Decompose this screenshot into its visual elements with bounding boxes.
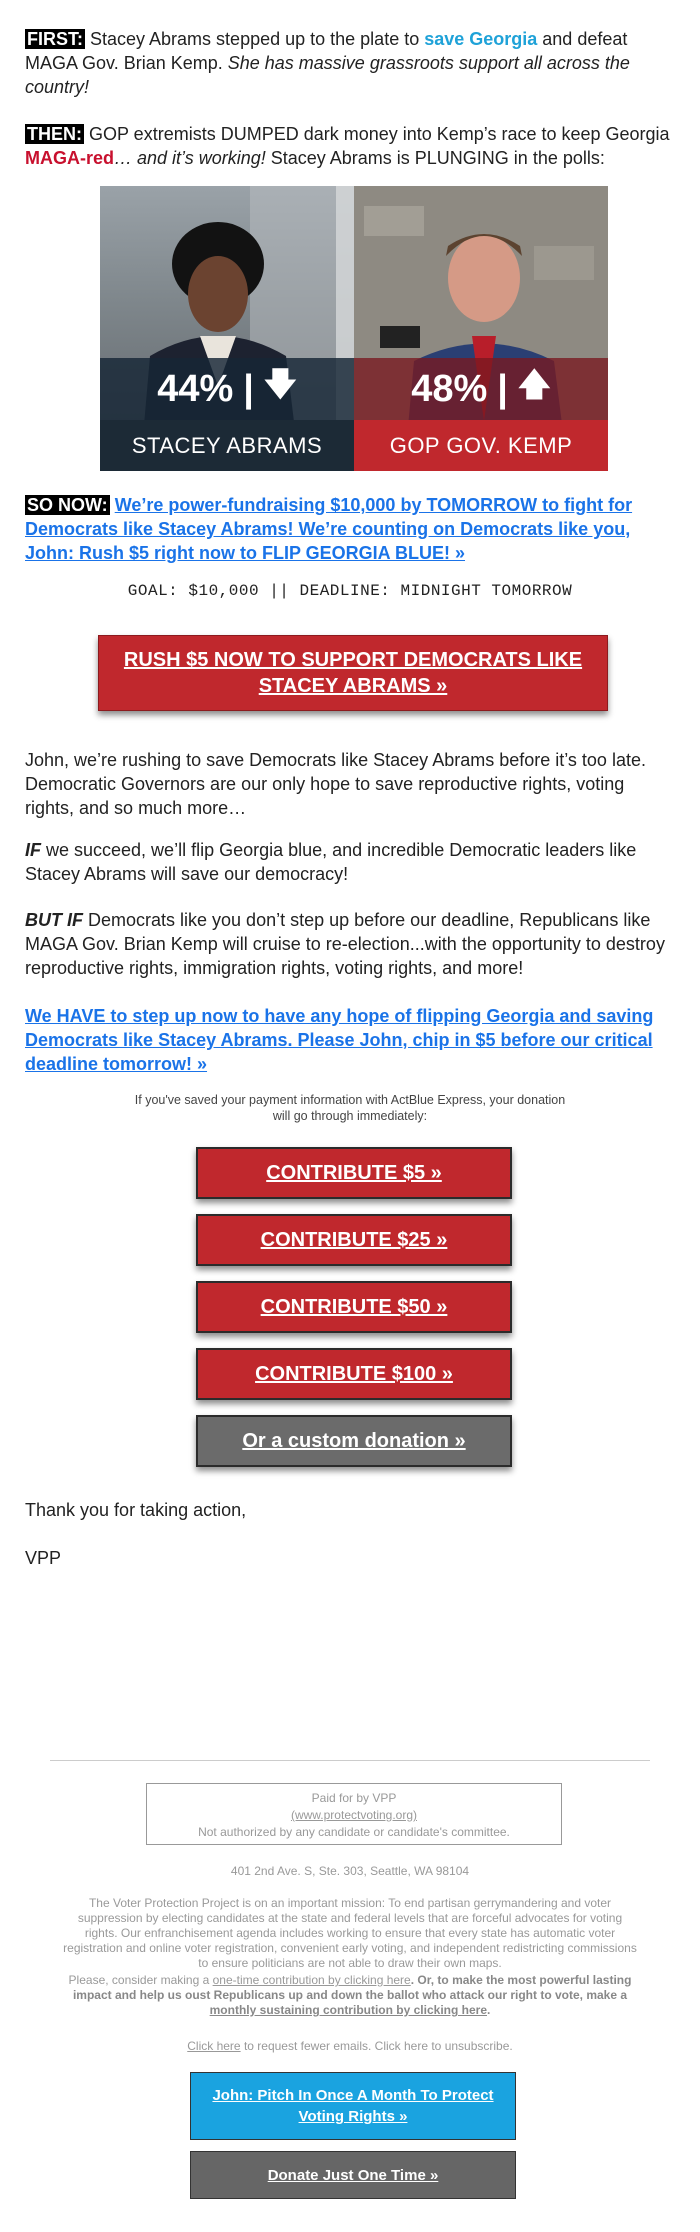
express-note-line-1: If you've saved your payment information with ActBlue Express, your donation	[134, 1093, 566, 1107]
but-if-lead: BUT IF	[25, 910, 83, 930]
not-authorized-line: Not authorized by any candidate or candidate's committee.	[198, 1825, 510, 1839]
mission-statement: The Voter Protection Project is on an important mission: To end partisan gerrymandering and voter suppression by electing candidates at the state and federal levels that are forceful advocates for voting rights. Our enfranchisement agenda includes working to ensure that every state has automatic voter registration and online voter registration, convenient early voting, and independent redistricting commissions to ensure politicians are not able to draw their own maps.	[63, 1896, 637, 1970]
then-text-2: Stacey Abrams is PLUNGING in the polls:	[265, 148, 605, 168]
custom-donation-button[interactable]: Or a custom donation »	[196, 1415, 512, 1467]
arrow-up-icon: 🡅	[517, 366, 551, 402]
abrams-percent: 44%	[157, 367, 234, 410]
site-link[interactable]: (www.protectvoting.org)	[290, 1808, 418, 1822]
so-now-label: SO NOW:	[27, 495, 108, 515]
sender-name: VPP	[25, 1548, 62, 1568]
paid-for-box	[146, 1783, 562, 1845]
contribute-5-button[interactable]: CONTRIBUTE $5 »	[196, 1147, 512, 1199]
kemp-name-label: GOP GOV. KEMP	[354, 420, 608, 471]
maga-red-highlight: MAGA-red	[25, 148, 114, 168]
one-time-donation-button[interactable]: Donate Just One Time »	[190, 2151, 516, 2199]
thanks-line: Thank you for taking action,	[25, 1500, 247, 1520]
body-paragraph-1: John, we’re rushing to save Democrats like Stacey Abrams before it’s too late. Democratic Governors are our only hope to save reproductive rights, voting rights, and so much more…	[25, 750, 646, 818]
first-label: FIRST:	[27, 29, 83, 49]
then-label: THEN:	[27, 124, 82, 144]
divider: |	[243, 367, 254, 410]
then-paragraph	[25, 122, 675, 170]
first-paragraph	[25, 27, 675, 99]
p3-text: Democrats like you don’t step up before our deadline, Republicans like MAGA Gov. Brian Kemp will cruise to re-election...with the opportunity to destroy reproductive rights, immigration rights, voting rights, and more!	[25, 910, 665, 978]
if-lead: IF	[25, 840, 41, 860]
fundraising-link[interactable]: We’re power-fundraising $10,000 by TOMORROW to fight for Democrats like Stacey Abrams! We’re counting on Democrats like you, John: Rush $5 right now to FLIP GEORGIA BLUE! »	[25, 495, 633, 563]
email-preferences	[60, 2039, 640, 2054]
so-now-paragraph	[25, 493, 675, 565]
chip-in-link[interactable]: We HAVE to step up now to have any hope of flipping Georgia and saving Democrats like Stacey Abrams. Please John, chip in $5 before our critical deadline tomorrow! »	[25, 1006, 654, 1074]
save-georgia-highlight: save Georgia	[424, 29, 538, 49]
paid-for-line: Paid for by VPP	[311, 1791, 397, 1805]
mailing-address: 401 2nd Ave. S, Ste. 303, Seattle, WA 98104	[230, 1864, 470, 1878]
consider-contribution	[60, 1973, 640, 2018]
abrams-poll-photo[interactable]	[100, 186, 354, 471]
first-text: Stacey Abrams stepped up to the plate to	[85, 29, 425, 49]
fewer-emails-text: to request fewer emails. Click here to unsubscribe.	[240, 2039, 513, 2053]
kemp-stat	[354, 358, 608, 420]
fewer-emails-link[interactable]: Click here	[187, 2039, 241, 2053]
body-paragraph-4	[25, 1004, 675, 1076]
monthly-link[interactable]: monthly sustaining contribution by clicking here	[209, 2003, 487, 2017]
first-text-2: and defeat MAGA Gov. Brian Kemp.	[25, 29, 628, 73]
consider-text-2: . Or, to make the most powerful lasting impact and help us oust Republicans up and down the ballot who attack our right to vote, make a	[72, 1973, 632, 2002]
rush-donate-button[interactable]: RUSH $5 NOW TO SUPPORT DEMOCRATS LIKE STACEY ABRAMS »	[98, 635, 608, 711]
p2-text: we succeed, we’ll flip Georgia blue, and incredible Democratic leaders like Stacey Abrams will save our democracy!	[25, 840, 637, 884]
abrams-name-label: STACEY ABRAMS	[100, 420, 354, 471]
contribute-100-button[interactable]: CONTRIBUTE $100 »	[196, 1348, 512, 1400]
divider: |	[497, 367, 508, 410]
abrams-stat	[100, 358, 354, 420]
arrow-down-icon: 🡇	[263, 366, 297, 402]
actblue-express-note	[0, 1092, 700, 1124]
goal-deadline: GOAL: $10,000 || DEADLINE: MIDNIGHT TOMORROW	[127, 582, 573, 600]
contribute-50-button[interactable]: CONTRIBUTE $50 »	[196, 1281, 512, 1333]
body-paragraph-3	[25, 908, 675, 980]
then-text: GOP extremists DUMPED dark money into Kemp’s race to keep Georgia	[84, 124, 670, 144]
kemp-poll-photo[interactable]	[354, 186, 608, 471]
express-note-line-2: will go through immediately:	[272, 1109, 428, 1123]
body-paragraph-2	[25, 838, 675, 886]
contribute-25-button[interactable]: CONTRIBUTE $25 »	[196, 1214, 512, 1266]
first-italic: She has massive grassroots support all across the country!	[25, 53, 630, 97]
one-time-link[interactable]: one-time contribution by clicking here	[212, 1973, 411, 1987]
footer-divider	[50, 1760, 650, 1761]
kemp-percent: 48%	[411, 367, 488, 410]
consider-text-1: Please, consider making a	[68, 1973, 213, 1987]
consider-text-3: .	[487, 2003, 491, 2017]
then-italic: … and it’s working!	[114, 148, 266, 168]
monthly-donation-button[interactable]: John: Pitch In Once A Month To Protect Voting Rights »	[190, 2072, 516, 2140]
